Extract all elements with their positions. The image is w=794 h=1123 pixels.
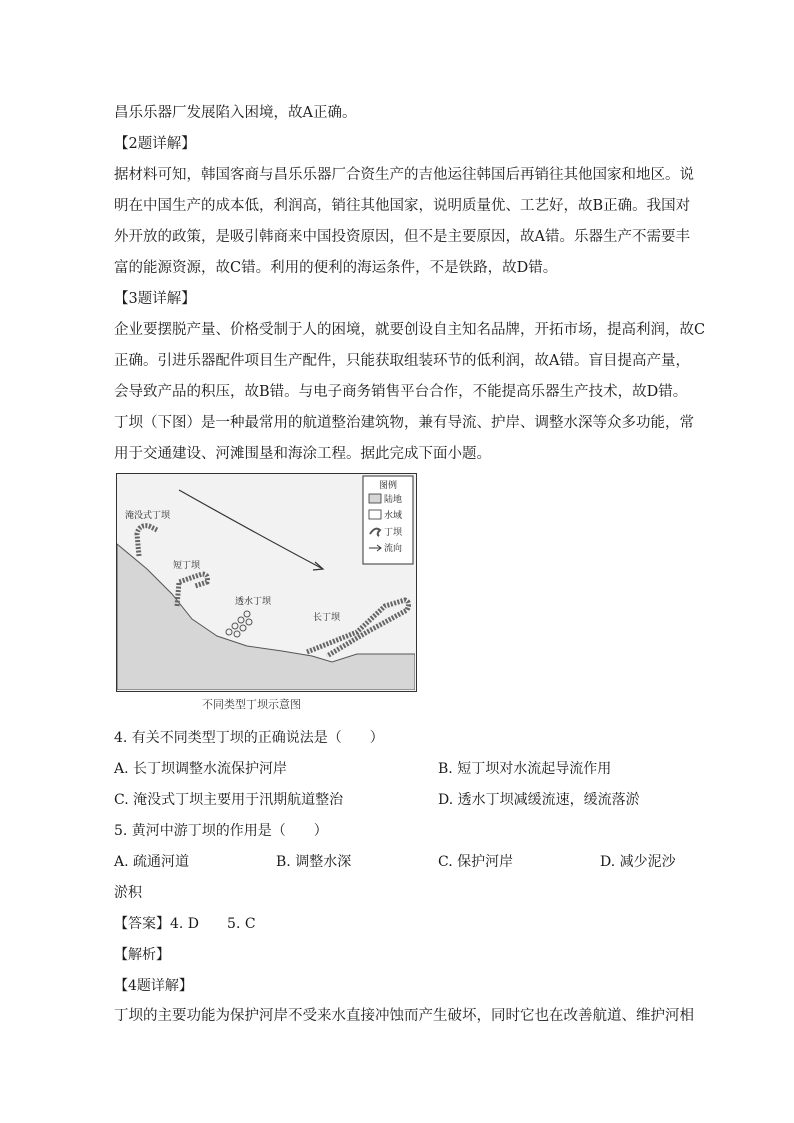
text-line: 会导致产品的积压，故B错。与电子商务销售平台合作，不能提高乐器生产技术，故D错。	[114, 384, 688, 400]
text-line: 正确。引进乐器配件项目生产配件，只能获取组装环节的低利润，故A错。盲目提高产量，	[114, 353, 690, 369]
legend-water: 水域	[384, 511, 403, 521]
q4-detail-heading: 【4题详解】	[114, 978, 193, 994]
label-submerged: 淹没式丁坝	[125, 511, 171, 521]
text-line: 外开放的政策，是吸引韩商来中国投资原因，但不是主要原因，故A错。乐器生产不需要丰	[114, 229, 690, 245]
q4-option-c: C. 淹没式丁坝主要用于汛期航道整治	[114, 792, 344, 808]
legend-flow: 流向	[384, 544, 403, 554]
answer-label: 【答案】	[114, 916, 170, 932]
q5-option-b: B. 调整水深	[276, 854, 352, 870]
text-line: 丁坝的主要功能为保护河岸不受来水直接冲蚀而产生破坏，同时它也在改善航道、维护河相	[114, 1008, 694, 1024]
q5-option-a: A. 疏通河道	[114, 854, 190, 870]
q5-option-d-cont: 淤积	[114, 885, 142, 901]
text-line: 丁坝（下图）是一种最常用的航道整治建筑物，兼有导流、护岸、调整水深等众多功能，常	[114, 415, 694, 431]
text-line: 富的能源资源，故C错。利用的便利的海运条件，不是铁路，故D错。	[114, 260, 558, 276]
label-long: 长丁坝	[313, 613, 341, 623]
text-line: 企业要摆脱产量、价格受制于人的困境，就要创设自主知名品牌，开拓市场，提高利润，故C	[114, 322, 706, 338]
groyne-diagram	[116, 473, 417, 692]
q4-option-a: A. 长丁坝调整水流保护河岸	[114, 761, 288, 777]
answer-line	[114, 913, 256, 933]
q4-option-b: B. 短丁坝对水流起导流作用	[438, 761, 612, 777]
text-line: 用于交通建设、河滩围垦和海涂工程。据此完成下面小题。	[114, 446, 491, 462]
legend	[363, 476, 413, 564]
question-5-stem: 5. 黄河中游丁坝的作用是（ ）	[114, 823, 328, 839]
legend-groyne: 丁坝	[384, 528, 403, 538]
legend-land: 陆地	[384, 495, 403, 505]
legend-title: 图例	[379, 481, 398, 491]
answer-text: 4. D 5. C	[170, 916, 256, 932]
q5-option-c: C. 保护河岸	[438, 854, 514, 870]
section-heading: 【3题详解】	[114, 291, 196, 307]
label-short: 短丁坝	[173, 561, 201, 571]
text-line: 明在中国生产的成本低，利润高，销往其他国家，说明质量优、工艺好，故B正确。我国对	[114, 198, 691, 214]
question-4-stem: 4. 有关不同类型丁坝的正确说法是（ ）	[114, 730, 384, 746]
section-heading: 【2题详解】	[114, 136, 196, 152]
analysis-heading: 【解析】	[114, 947, 170, 963]
q4-option-d: D. 透水丁坝减缓流速，缓流落淤	[438, 792, 640, 808]
text-line: 昌乐乐器厂发展陷入困境，故A正确。	[114, 105, 357, 121]
q5-option-d: D. 减少泥沙	[600, 854, 676, 870]
text-line: 据材料可知，韩国客商与昌乐乐器厂合资生产的吉他运往韩国后再销往其他国家和地区。说	[114, 167, 694, 183]
figure-caption: 不同类型丁坝示意图	[202, 698, 301, 711]
label-permeable: 透水丁坝	[235, 597, 272, 607]
